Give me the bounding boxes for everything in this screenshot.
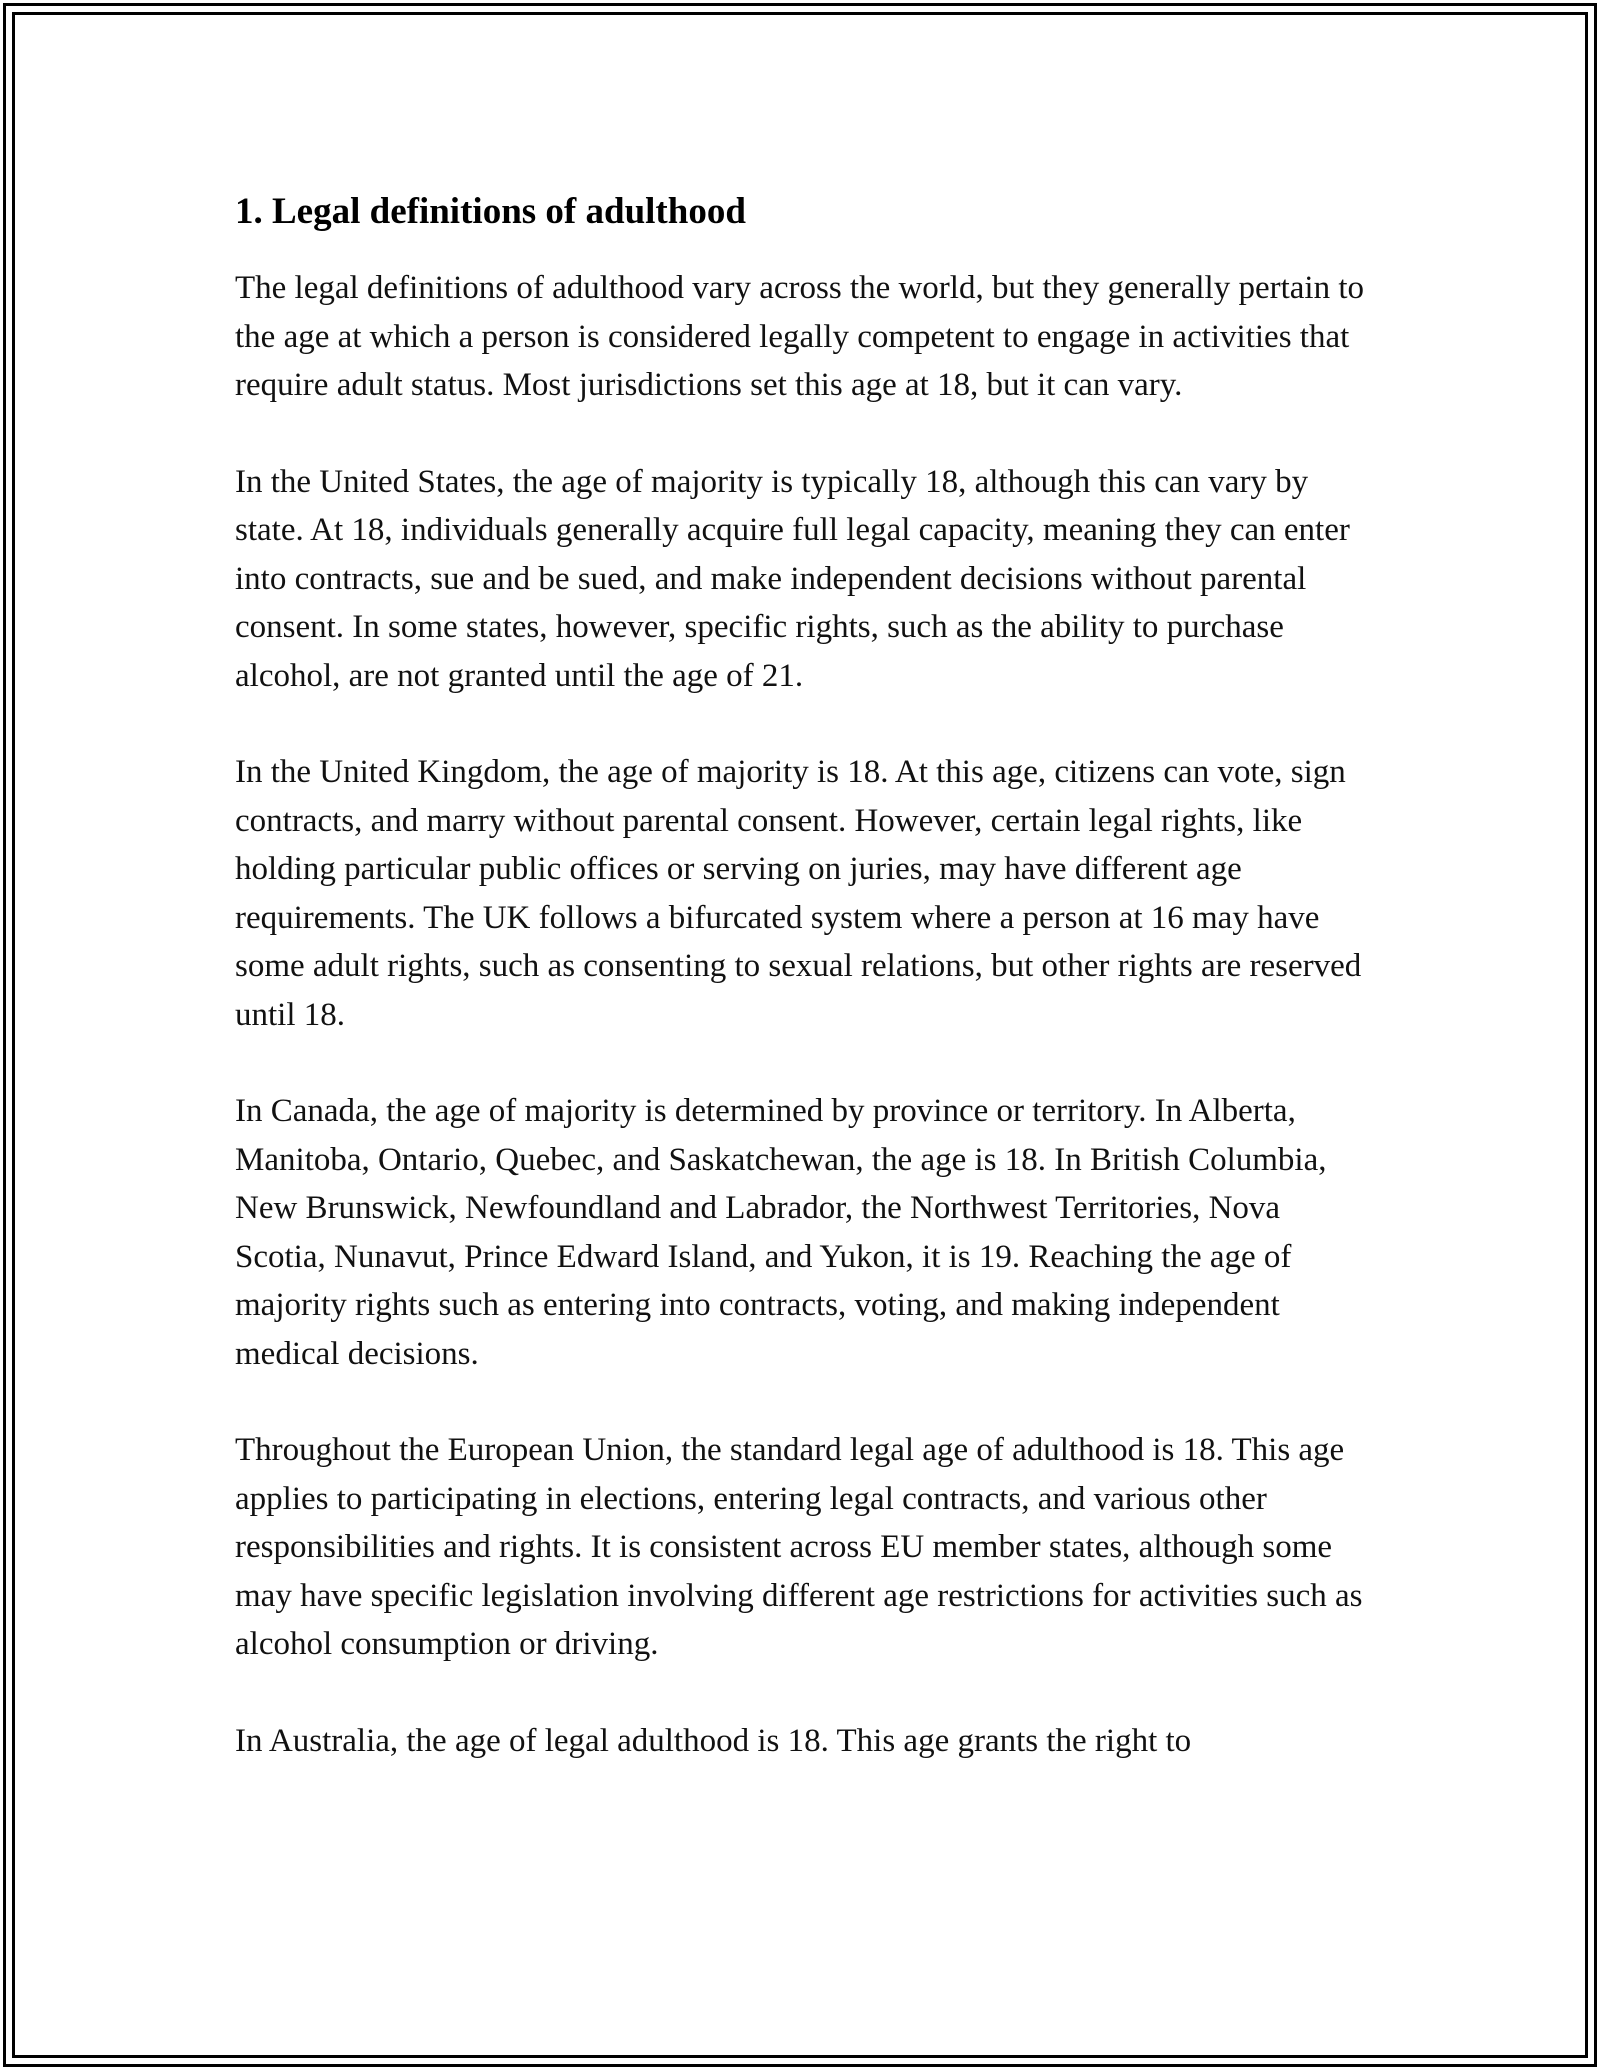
paragraph-european-union: Throughout the European Union, the standard legal age of adulthood is 18. This age applies to participating in elections, entering legal contracts, and various other responsibilities and rights. It is consistent across EU member states, although some may have specific legislation involving different age restrictions for activities such as alcohol consumption or driving.	[235, 1432, 1363, 1662]
paragraph-intro: The legal definitions of adulthood vary across the world, but they generally pertain to the age at which a person is considered legally competent to engage in activities that require adult status. Most jurisdictions set this age at 18, but it can vary.	[235, 270, 1365, 403]
paragraph-canada: In Canada, the age of majority is determined by province or territory. In Alberta, Manitoba, Ontario, Quebec, and Saskatchewan, the age is 18. In British Columbia, New Brunswick, Newfoundland and Labrador, the Northwest Territories, Nova Scotia, Nunavut, Prince Edward Island, and Yukon, it is 19. Reaching the age of majority rights such as entering into contracts, voting, and making independent medical decisions.	[235, 1093, 1327, 1372]
section-heading: 1. Legal definitions of adulthood	[235, 191, 746, 232]
paragraph-australia: In Australia, the age of legal adulthood is 18. This age grants the right to	[235, 1722, 1192, 1759]
paragraph-united-states: In the United States, the age of majority is typically 18, although this can vary by state. At 18, individuals generally acquire full legal capacity, meaning they can enter into contracts, sue and be sued, and make independent decisions without parental consent. In some states, however, specific rights, such as the ability to purchase alcohol, are not granted until the age of 21.	[235, 463, 1350, 694]
document-body	[235, 188, 1365, 1813]
paragraph-united-kingdom: In the United Kingdom, the age of majority is 18. At this age, citizens can vote, sign contracts, and marry without parental consent. However, certain legal rights, like holding particular public offices or serving on juries, may have different age requirements. The UK follows a bifurcated system where a person at 16 may have some adult rights, such as consenting to sexual relations, but other rights are reserved until 18.	[235, 754, 1362, 1033]
